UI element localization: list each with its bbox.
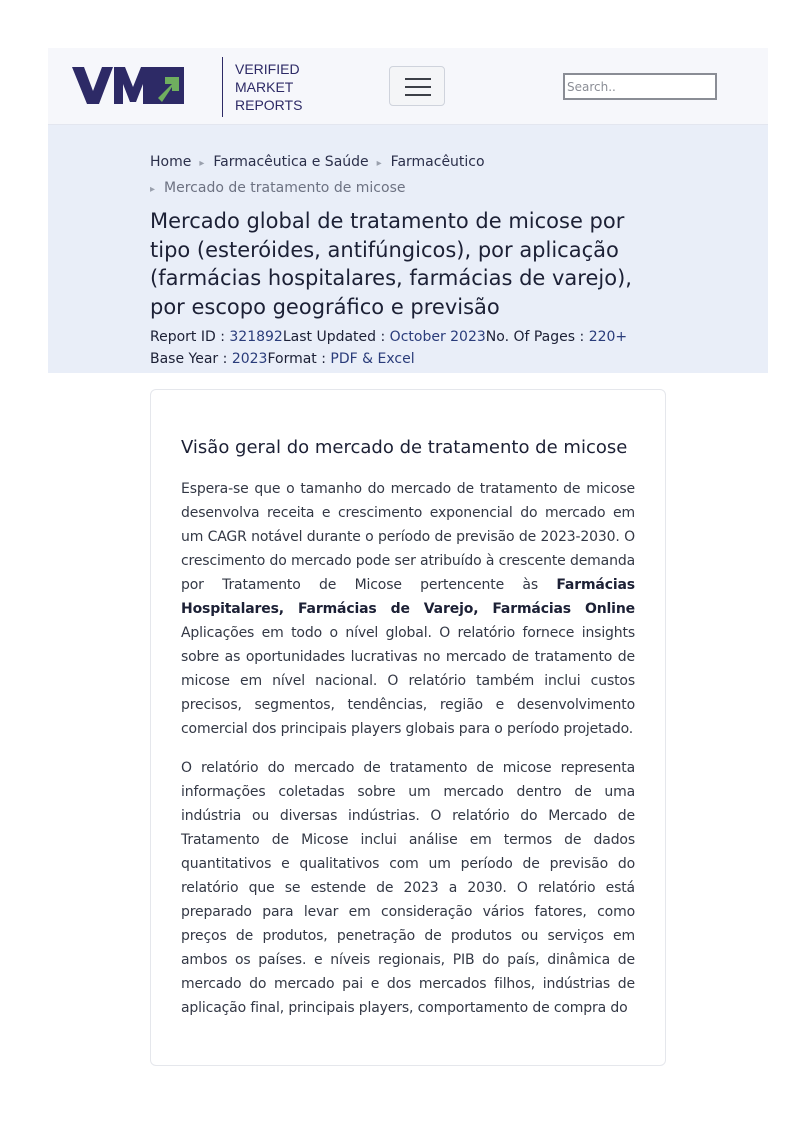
base-year-value: 2023 [231,351,268,367]
overview-paragraph-2: O relatório do mercado de tratamento de micose representa informações coletadas sobre um mercado dentro de uma indústria ou diversas indústrias. O relatório do Mercado de Tratamento de Micose inclui análise em termos de dados quantitativos e qualitativos com um período de previsão do relatório que se estende de 2023 a 2030. O relatório está preparado para levar em consideração vários fatores, como preços de produtos, penetração de produtos ou serviços em ambos os países. e níveis regionais, PIB do país, dinâmica de mercado do mercado pai e dos mercados filhos, indústrias de aplicação final, principais players, comportamento de compra do [181,760,635,1016]
chevron-right-icon: ▸ [150,184,156,195]
logo-mark [72,67,184,105]
format-label: Format : [267,351,331,367]
brand-name: VERIFIED MARKET REPORTS [235,61,303,113]
overview-paragraph-1: Espera-se que o tamanho do mercado de tratamento de micose desenvolva receita e crescimento exponencial do mercado em um CAGR notável durante o período de previsão de 2023-2030. O crescimento do mercado pode ser atribuído à crescente demanda por Tratamento de Micose pertencente às Farmácias Hospitalares, Farmácias de Varejo, Farmácias Online Aplicações em todo o nível global. O relatório fornece insights sobre as oportunidades lucrativas no mercado de tratamento de micose em nível nacional. O relatório também inclui custos precisos, segmentos, tendências, região e desenvolvimento comercial dos principais players globais para o período projetado. [181,481,635,737]
menu-toggle-button[interactable] [389,66,445,106]
logo[interactable] [72,57,303,117]
pages-label: No. Of Pages : [485,329,589,345]
chevron-right-icon: ▸ [199,158,205,169]
breadcrumb-pharma-health[interactable]: Farmacêutica e Saúde [213,154,369,170]
chevron-right-icon: ▸ [376,158,382,169]
overview-heading: Visão geral do mercado de tratamento de micose [181,437,628,458]
site-header [48,48,768,125]
page-title: Mercado global de tratamento de micose por tipo (esteróides, antifúngicos), por aplicação (farmácias hospitalares, farmácias de varejo), por escopo geográfico e previsão [150,209,632,319]
applications-highlight: Farmácias Hospitalares, Farmácias de Varejo, Farmácias Online [181,577,635,617]
report-hero [48,125,768,373]
overview-card [150,389,666,1066]
overview-body [181,477,635,1035]
logo-divider [222,57,223,117]
hamburger-icon [405,78,431,80]
report-meta [150,326,670,370]
last-updated-value: October 2023 [389,329,486,345]
search-input[interactable] [563,73,717,100]
breadcrumb-pharma[interactable]: Farmacêutico [390,154,485,170]
breadcrumb-home[interactable]: Home [150,154,192,170]
base-year-label: Base Year : [150,351,232,367]
breadcrumb-current: Mercado de tratamento de micose [164,180,406,196]
format-value: PDF & Excel [330,351,415,367]
breadcrumb [150,150,670,202]
last-updated-label: Last Updated : [282,329,390,345]
pages-value: 220+ [588,329,628,345]
report-id-value: 321892 [229,329,283,345]
report-id-label: Report ID : [150,329,230,345]
